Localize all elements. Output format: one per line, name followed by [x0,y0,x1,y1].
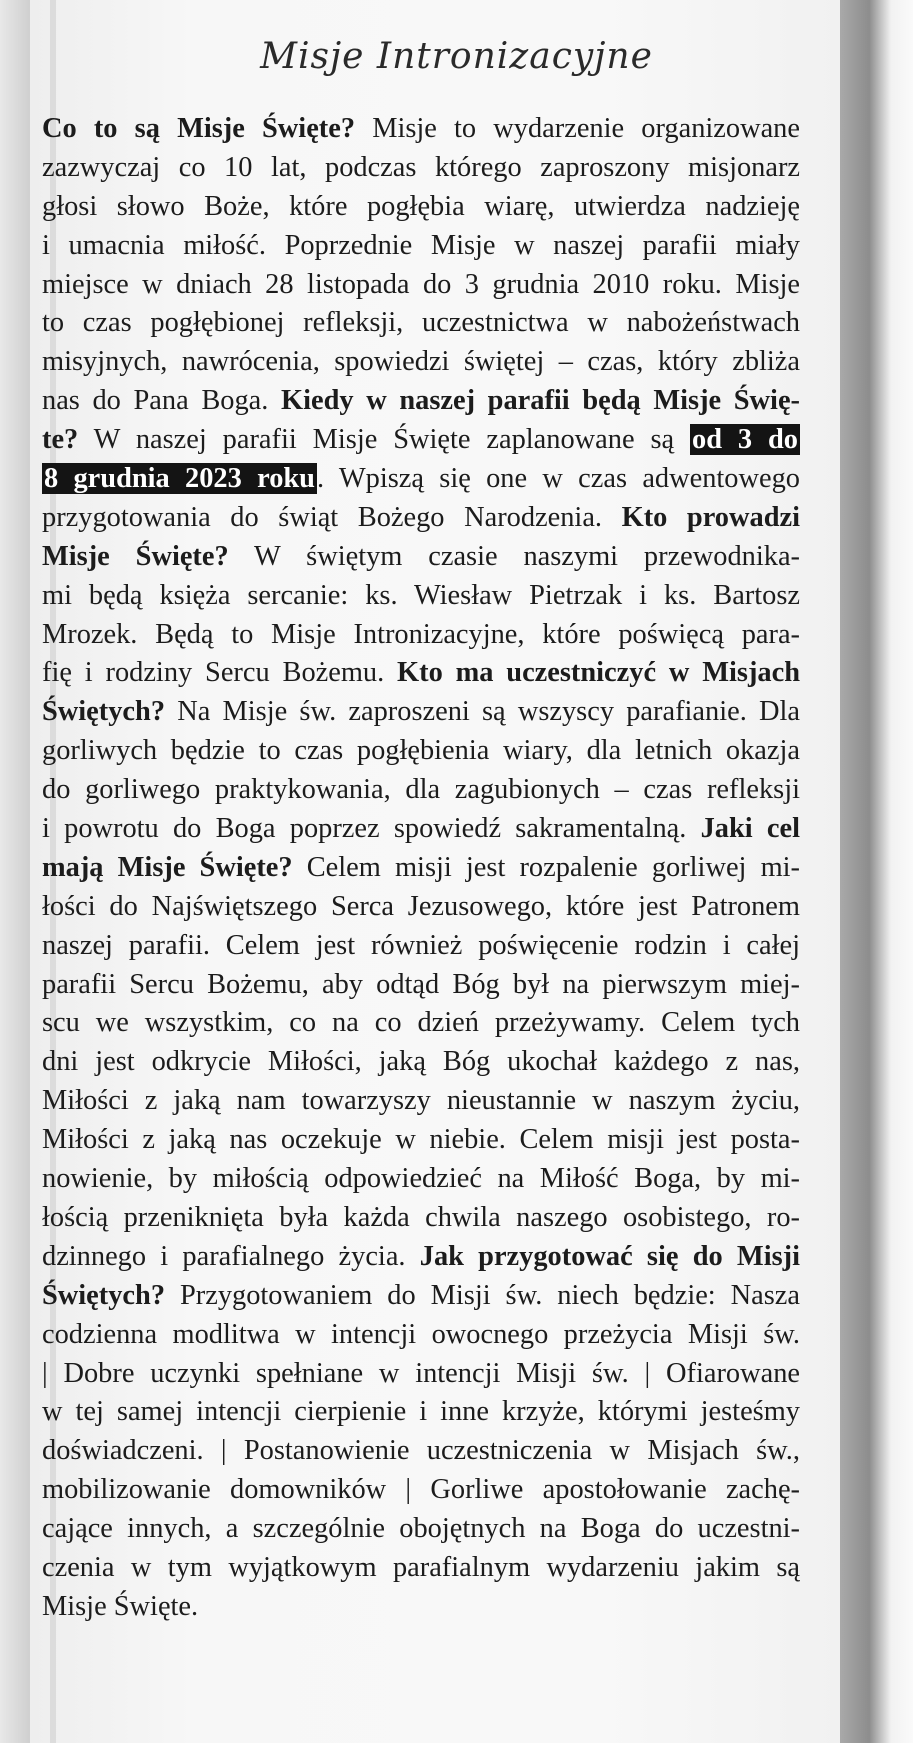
text-segment: doświadczeni. | Postanowienie uczestniczenia w Misjach św., [42,1435,800,1467]
text-line [42,1277,800,1316]
text-line [42,1238,800,1277]
text-line [42,693,800,732]
text-segment: dni jest odkrycie Miłości, jaką Bóg ukochał każdego z nas, [42,1046,800,1078]
text-segment: fię i rodziny Sercu Bożemu. [42,657,398,689]
highlighted-date: 8 grudnia 2023 roku [44,463,315,495]
text-line [42,1316,800,1355]
text-segment: dzinnego i parafialnego życia. [42,1240,420,1272]
text-line [42,771,800,810]
text-line [42,1043,800,1082]
text-line [42,616,800,655]
text-segment: do gorliwego praktykowania, dla zagubionych – czas refleksji [42,774,800,806]
text-line [42,1004,800,1043]
text-segment: przygotowania do świąt Bożego Narodzenia. [42,501,622,533]
text-segment: naszej parafii. Celem jest również poświęcenie rodzin i całej [42,929,800,961]
text-segment: misyjnych, nawrócenia, spowiedzi świętej – czas, który zbliża [42,346,800,378]
question-heading: Kiedy w naszej parafii będą Misje Świę- [281,385,800,417]
text-segment: cające innych, a szczególnie obojętnych na Boga do uczestni- [42,1513,800,1545]
text-line [42,1588,800,1627]
question-heading: Świętych? [42,696,166,728]
text-line [42,1549,800,1588]
question-heading: mają Misje Święte? [42,851,293,883]
question-heading: Kto ma uczestniczyć w Misjach [397,657,800,689]
text-segment: miejsce w dniach 28 listopada do 3 grudnia 2010 roku. Misje [42,268,800,300]
question-heading: Kto prowadzi [621,501,800,533]
page-shadow-left [0,0,30,1743]
text-segment: i umacnia miłość. Poprzednie Misje w naszej parafii miały [42,229,800,261]
text-line [42,927,800,966]
text-line [42,1432,800,1471]
text-segment: mi będą księża sercanie: ks. Wiesław Pietrzak i ks. Bartosz [42,579,800,611]
text-line [42,460,800,499]
text-segment: Na Misje św. zaproszeni są wszyscy parafianie. Dla [165,696,800,728]
text-segment: mobilizowanie domowników | Gorliwe apostołowanie zachę- [42,1474,800,1506]
text-segment: Miłości z jaką nas oczekuje w niebie. Celem misji jest posta- [42,1124,800,1156]
text-segment: Misje to wydarzenie organizowane [355,113,800,144]
text-line [42,188,800,227]
text-segment: łości do Najświętszego Serca Jezusowego, które jest Patronem [42,890,800,922]
text-line [42,343,800,382]
text-segment: codzienna modlitwa w intencji owocnego przeżycia Misji św. [42,1318,800,1350]
page-shadow-right [840,0,913,1743]
text-line [42,810,800,849]
text-line [42,577,800,616]
text-segment: Przygotowaniem do Misji św. niech będzie: Nasza [165,1279,800,1311]
text-line [42,110,800,149]
text-segment: zazwyczaj co 10 lat, podczas którego zaproszony misjonarz [42,151,800,183]
text-line [42,421,800,460]
text-line [42,149,800,188]
text-segment: głosi słowo Boże, które pogłębia wiarę, utwierdza nadzieję [42,190,800,222]
article-body [42,110,800,1710]
text-segment: Misje Święte. [42,1590,199,1622]
text-segment: Miłości z jaką nam towarzyszy nieustannie w naszym życiu, [42,1085,800,1117]
text-line [42,1121,800,1160]
text-line [42,227,800,266]
text-line [42,1393,800,1432]
text-segment: gorliwych będzie to czas pogłębienia wiary, dla letnich okazja [42,735,800,767]
text-line [42,1471,800,1510]
text-segment: W świętym czasie naszymi przewodnika- [228,540,800,572]
text-segment: W naszej parafii Misje Święte zaplanowane są [78,424,691,456]
question-heading: Jak przygotować się do Misji [419,1240,800,1272]
question-heading: Misje Święte? [42,540,229,572]
text-line [42,1199,800,1238]
text-segment: w tej samej intencji cierpienie i inne krzyże, którymi jesteśmy [42,1396,800,1428]
text-line [42,1355,800,1394]
text-segment: i powrotu do Boga poprzez spowiedź sakramentalną. [42,813,701,845]
text-segment: . Wpiszą się one w czas adwentowego [316,463,800,495]
text-line [42,499,800,538]
text-segment: Mrozek. Będą to Misje Intronizacyjne, które poświęcą para- [42,618,800,650]
text-line [42,849,800,888]
text-segment: scu we wszystkim, co na co dzień przeżywamy. Celem tych [42,1007,800,1039]
text-segment: Celem misji jest rozpalenie gorliwej mi- [292,851,800,883]
page-title: Misje Intronizacyjne [260,36,653,77]
text-segment: parafii Sercu Bożemu, aby odtąd Bóg był na pierwszym miej- [42,968,800,1000]
text-line [42,1510,800,1549]
text-line [42,266,800,305]
text-segment: nowienie, by miłością odpowiedzieć na Miłość Boga, by mi- [42,1163,800,1195]
text-line [42,382,800,421]
text-line [42,304,800,343]
text-line [42,1082,800,1121]
question-heading: Co to są Misje Święte? [42,113,356,144]
question-heading: Świętych? [42,1279,166,1311]
text-segment: czenia w tym wyjątkowym parafialnym wydarzeniu jakim są [42,1551,800,1583]
text-line [42,732,800,771]
text-segment: to czas pogłębionej refleksji, uczestnictwa w nabożeństwach [42,307,800,339]
highlighted-date: od 3 do [692,424,798,456]
text-segment: | Dobre uczynki spełniane w intencji Misji św. | Ofiarowane [42,1357,800,1389]
text-line [42,888,800,927]
text-line [42,654,800,693]
text-segment: nas do Pana Boga. [42,385,282,417]
text-line [42,966,800,1005]
question-heading: te? [42,424,79,456]
text-line [42,538,800,577]
text-segment: łością przeniknięta była każda chwila naszego osobistego, ro- [42,1201,800,1233]
text-line [42,1160,800,1199]
question-heading: Jaki cel [700,813,800,845]
